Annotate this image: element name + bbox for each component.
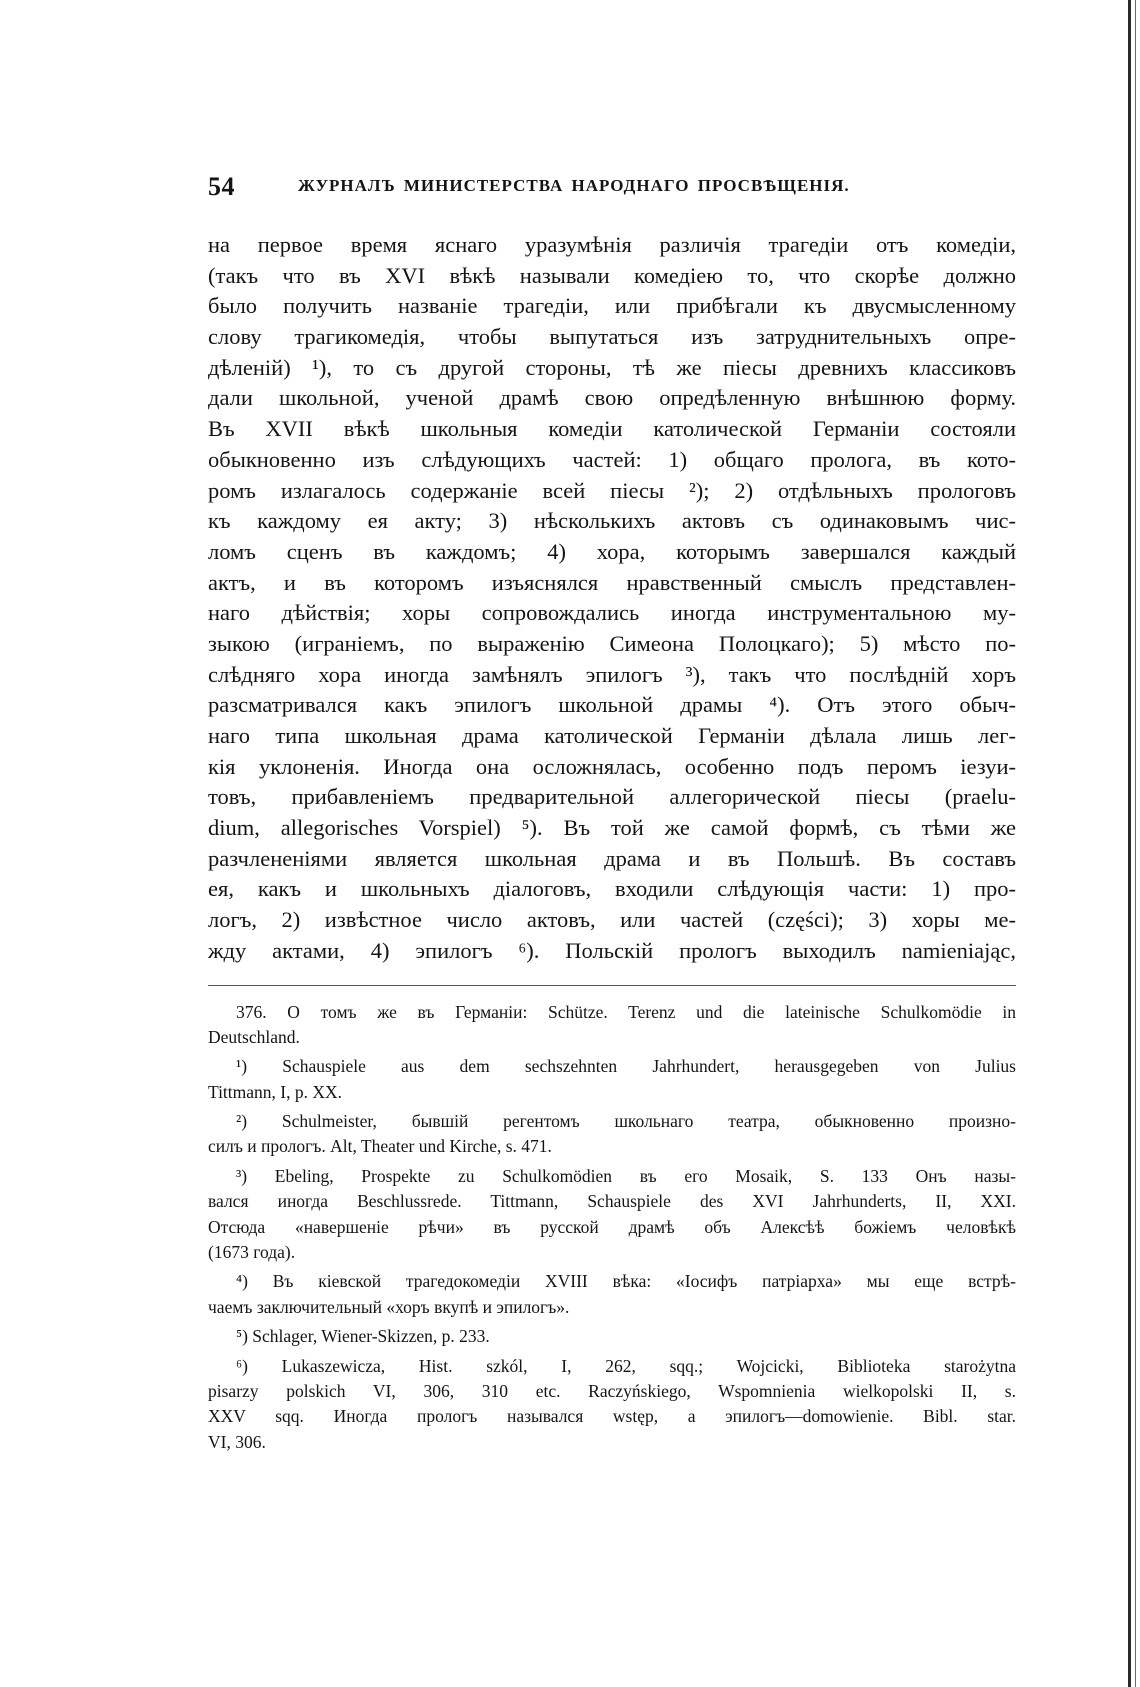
body-line: дали школьной, ученой драмѣ свою опредѣленную внѣшнюю форму. <box>208 385 1016 411</box>
page-number: 54 <box>208 172 235 201</box>
footnote-line: Tittmann, I, p. XX. <box>208 1081 343 1102</box>
footnote-line: силъ и прологъ. Alt, Theater und Kirche, s. 471. <box>208 1136 552 1157</box>
body-line: товъ, прибавленіемъ предварительной аллегорической піесы (praelu- <box>208 784 1016 810</box>
body-line: ромъ излагалось содержаніе всей піесы ²); 2) отдѣльныхъ прологовъ <box>208 477 1016 503</box>
body-text <box>208 230 1016 967</box>
footnote-line: XXV sqq. Иногда прологъ назывался wstęp, а эпилогъ—domowienie. Bibl. star. <box>208 1406 1016 1427</box>
body-line: разчлененіями является школьная драма и въ Польшѣ. Въ составъ <box>208 845 1016 871</box>
footnote-line: ³) Ebeling, Prospekte zu Schulkomödien въ его Mosaik, S. 133 Онъ назы- <box>236 1165 1016 1186</box>
body-line: зыкою (играніемъ, по выраженію Симеона Полоцкаго); 5) мѣсто по- <box>208 630 1016 656</box>
journal-title: ЖУРНАЛЪ МИНИСТЕРСТВА НАРОДНАГО ПРОСВѢЩЕНІЯ. <box>298 176 850 195</box>
running-head <box>208 172 1016 212</box>
footnote <box>208 1000 1016 1051</box>
footnote-line: 376. О томъ же въ Германіи: Schütze. Terenz und die lateinische Schulkomödie in <box>236 1001 1016 1022</box>
footnote-line: ⁴) Въ кіевской трагедокомедіи XVIII вѣка: «Іосифъ патріарха» мы еще встрѣ- <box>236 1271 1016 1292</box>
footnote-line: VI, 306. <box>208 1431 266 1452</box>
footnote-line: ⁵) Schlager, Wiener-Skizzen, p. 233. <box>236 1326 490 1347</box>
body-line: наго дѣйствія; хоры сопровождались иногда инструментальною му- <box>208 600 1016 626</box>
footnote <box>208 1054 1016 1105</box>
body-line: ломъ сценъ въ каждомъ; 4) хора, которымъ завершался каждый <box>208 538 1016 564</box>
footnote-line: чаемъ заключительный «хоръ вкупѣ и эпилогъ». <box>208 1296 570 1317</box>
footnote-line: ⁶) Lukaszewicza, Hist. szkól, I, 262, sqq.; Wojcicki, Biblioteka starożytna <box>236 1355 1016 1376</box>
body-line: Въ XVII вѣкѣ школьныя комедіи католической Германіи состояли <box>208 416 1016 442</box>
footnote-line: ²) Schulmeister, бывшій регентомъ школьнаго театра, обыкновенно произно- <box>236 1111 1016 1132</box>
body-line: было получить названіе трагедіи, или прибѣгали къ двусмысленному <box>208 293 1016 319</box>
footnote <box>208 1109 1016 1160</box>
body-line: дѣленій) ¹), то съ другой стороны, тѣ же піесы древнихъ классиковъ <box>208 354 1016 380</box>
footnote-line: ¹) Schauspiele aus dem sechszehnten Jahrhundert, herausgegeben von Julius <box>236 1056 1016 1077</box>
footnote <box>208 1354 1016 1456</box>
body-line: (такъ что въ XVI вѣкѣ называли комедіею то, что скорѣе должно <box>208 262 1016 288</box>
footnote-line: pisarzy polskich VI, 306, 310 etc. Raczyńskiego, Wspomnienia wielkopolski II, s. <box>208 1380 1016 1401</box>
body-line: разсматривался какъ эпилогъ школьной драмы ⁴). Отъ этого обыч- <box>208 692 1016 718</box>
footnote-separator <box>208 985 1016 986</box>
binding-edge-inner <box>1135 0 1136 1687</box>
body-line: жду актами, 4) эпилогъ ⁶). Польскій прологъ выходилъ namieniając, <box>208 937 1016 963</box>
body-line: актъ, и въ которомъ изъяснялся нравственный смыслъ представлен- <box>208 569 1016 595</box>
body-line: слѣдняго хора иногда замѣнялъ эпилогъ ³), такъ что послѣдній хоръ <box>208 661 1016 687</box>
footnote-line: (1673 года). <box>208 1242 296 1263</box>
book-page <box>208 172 1016 1459</box>
body-line: къ каждому ея акту; 3) нѣсколькихъ актовъ съ одинаковымъ чис- <box>208 508 1016 534</box>
footnote-line: Deutschland. <box>208 1026 300 1047</box>
footnote <box>208 1324 1016 1349</box>
footnote <box>208 1269 1016 1320</box>
body-line: обыкновенно изъ слѣдующихъ частей: 1) общаго пролога, въ кото- <box>208 446 1016 472</box>
body-line: логъ, 2) извѣстное число актовъ, или частей (części); 3) хоры ме- <box>208 907 1016 933</box>
body-line: на первое время яснаго уразумѣнія различія трагедіи отъ комедіи, <box>208 232 1016 257</box>
body-line: кія уклоненія. Иногда она осложнялась, особенно подъ перомъ іезуи- <box>208 753 1016 779</box>
body-line: dium, allegorisches Vorspiel) ⁵). Въ той же самой формѣ, съ тѣми же <box>208 815 1016 841</box>
footnote <box>208 1164 1016 1266</box>
body-line: наго типа школьная драма католической Германіи дѣлала лишь лег- <box>208 723 1016 748</box>
binding-edge <box>1128 0 1131 1687</box>
body-line: ея, какъ и школьныхъ діалоговъ, входили слѣдующія части: 1) про- <box>208 876 1016 902</box>
footnote-line: Отсюда «навершеніе рѣчи» въ русской драмѣ объ Алексѣѣ божіемъ человѣкѣ <box>208 1216 1016 1237</box>
footnotes <box>208 1000 1016 1456</box>
body-line: слову трагикомедія, чтобы выпутаться изъ затруднительныхъ опре- <box>208 324 1016 350</box>
footnote-line: вался иногда Beschlussrede. Tittmann, Schauspiele des XVI Jahrhunderts, II, XXI. <box>208 1191 1016 1212</box>
